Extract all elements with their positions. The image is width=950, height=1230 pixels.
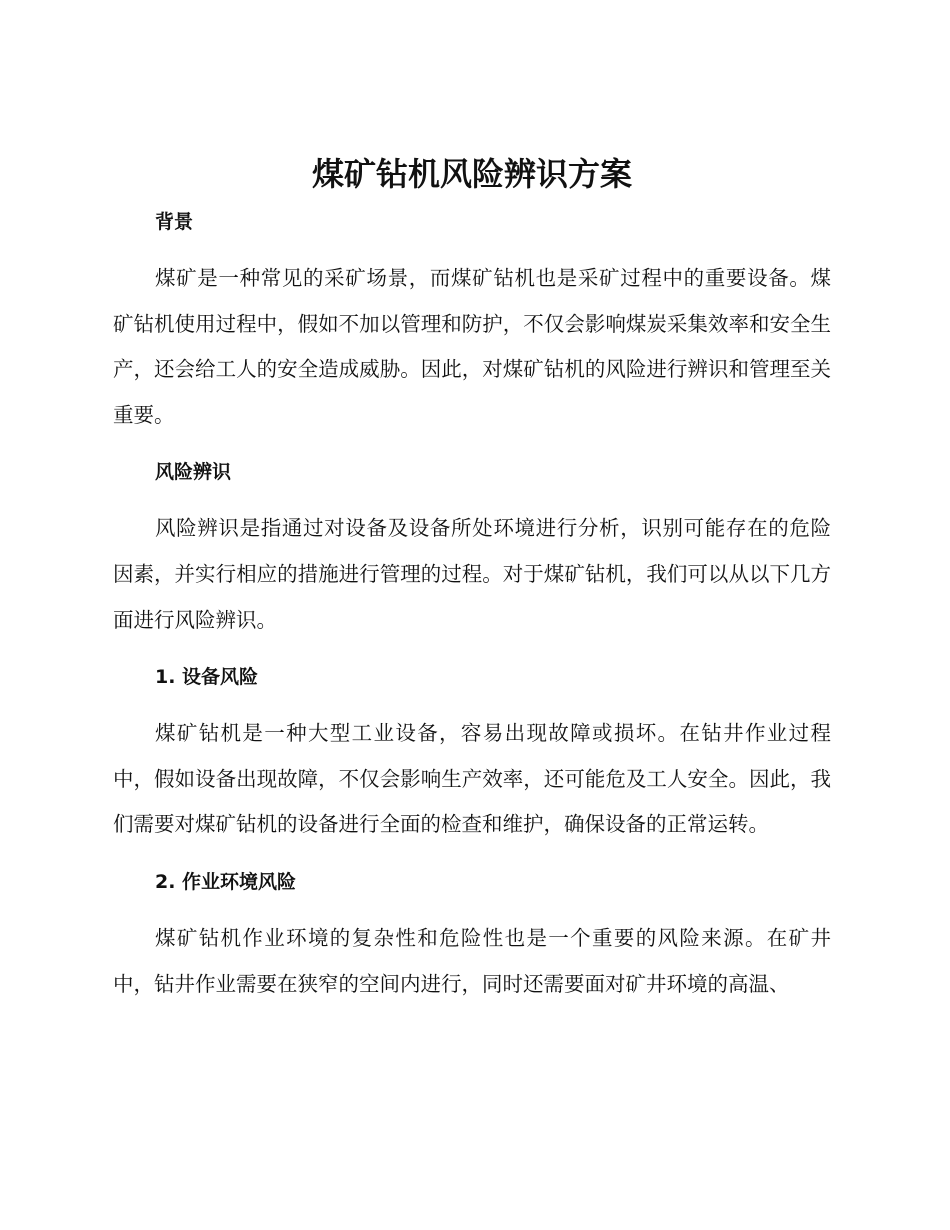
spacer	[113, 699, 831, 711]
document-title: 煤矿钻机风险辨识方案	[311, 155, 632, 193]
paragraph-risk-identification: 风险辨识是指通过对设备及设备所处环境进行分析，识别可能存在的危险因素，并实行相应的措施进行管理的过程。对于煤矿钻机，我们可以从以下几方面进行风险辨识。	[113, 516, 831, 632]
document-body	[113, 148, 831, 1007]
spacer	[113, 904, 831, 916]
paragraph-background: 煤矿是一种常见的采矿场景，而煤矿钻机也是采矿过程中的重要设备。煤矿钻机使用过程中，假如不加以管理和防护，不仅会影响煤炭采集效率和安全生产，还会给工人的安全造成威胁。因此，对煤矿钻机的风险进行辨识和管理至关重要。	[113, 266, 831, 427]
paragraph-equipment-risk: 煤矿钻机是一种大型工业设备，容易出现故障或损坏。在钻井作业过程中，假如设备出现故障，不仅会影响生产效率，还可能危及工人安全。因此，我们需要对煤矿钻机的设备进行全面的检查和维护，确保设备的正常运转。	[113, 721, 831, 837]
section-heading-equipment-risk: 1. 设备风险	[155, 666, 259, 689]
spacer	[113, 848, 831, 860]
spacer	[113, 244, 831, 256]
spacer	[113, 494, 831, 506]
section-heading-background: 背景	[155, 211, 194, 233]
spacer	[113, 438, 831, 450]
paragraph-environment-risk: 煤矿钻机作业环境的复杂性和危险性也是一个重要的风险来源。在矿井中，钻井作业需要在狭窄的空间内进行，同时还需要面对矿井环境的高温、	[113, 925, 831, 996]
section-heading-environment-risk: 2. 作业环境风险	[155, 870, 297, 893]
section-heading-risk-identification: 风险辨识	[155, 461, 232, 484]
spacer	[113, 643, 831, 655]
